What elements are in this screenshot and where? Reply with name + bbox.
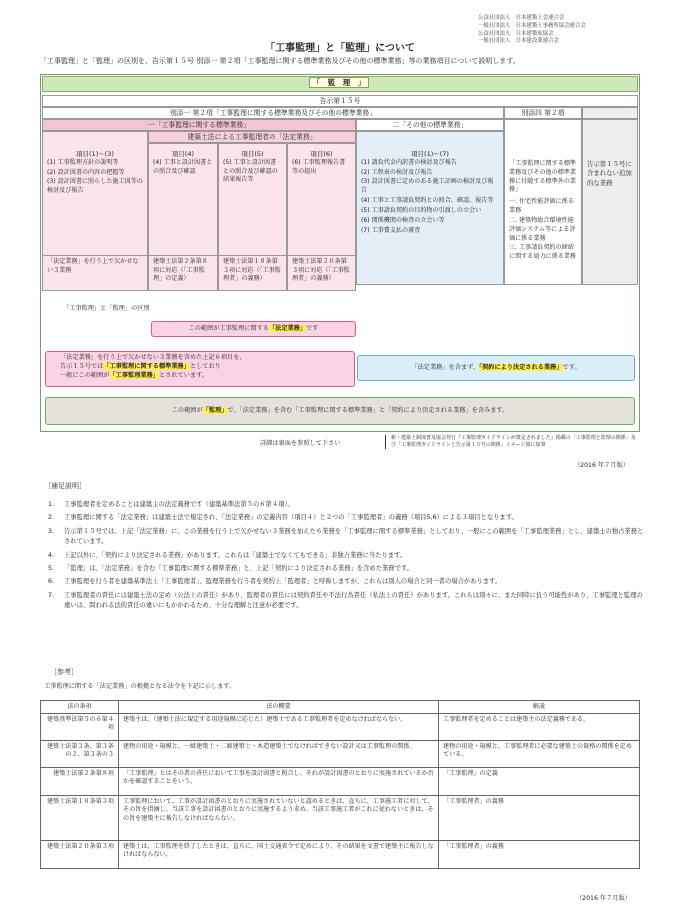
list-item: (3) 設計図書に照らした施工図等の検討及び報告 (47, 178, 143, 195)
list-item: 6. 工事監理を行う者を建築基準法上「工事監理者」、監理業務を行う者を契約上「監理者」と呼称しますが、これらは別人の場合と同一者の場合があります。 (48, 578, 502, 586)
org-line: 公益社団法人 日本建築士会連合会 (478, 15, 565, 21)
kokuji-header: 告示第１５号 (42, 95, 638, 107)
list-item: 二. 建築物総合環境性能評価システム等による評価に係る業務 (509, 216, 576, 242)
distinction-label: 「工事監理」と「監理」の区別 (63, 305, 150, 312)
detail-note: 詳細は裏面を参照して下さい (260, 440, 341, 447)
beppen1-header: 別添一 第２項「工事監理に関する標準業務及びその他の標準業務」 (42, 107, 504, 119)
kokuji-right-text: 告示第１５号に含まれない追加的な業務 (587, 160, 632, 187)
items1-7-cell (356, 131, 504, 285)
source-note: 新・建築士制度普及協会発行『工事監理ガイドラインが策定されました』掲載の「工事監理と監理の関係」及び「工事監理ガイドラインと告示第１５号の関係」イメージ図に加筆 (385, 435, 640, 449)
list-item: (1) 工事監理方針の説明等 (47, 158, 119, 166)
list-item: 2. 工事監理に関する「法定業務」は建築士法で規定され、「法定業務」の定義内容（項目４）と２つの「工事監理者」の義務（項目5,6）による３項目となります。 (48, 514, 518, 522)
arrow2-highlight: 「工事監理に関する標準業務」 (103, 362, 190, 370)
org-line: 一般社団法人 日本建設業連合会 (478, 38, 559, 45)
table-header: 法の条項 (41, 701, 119, 714)
table-row: 建築士法第２０条第３項 建築士は、工事監理を終了したときは、直ちに、国土交通省令で定めにより、その結果を文書で建築主に報告しなければならない。 「工事監理者」の義務 (41, 841, 640, 869)
item4-title: 項目(4) (171, 150, 195, 158)
arrow4-highlight: 「監理」 (202, 407, 228, 414)
arrow2b-highlight: 「工事監理業務」 (109, 371, 159, 379)
foot-items1-3: 「法定業務」を行う上で欠かせない３業務 (42, 255, 148, 291)
table-row: 建築基準法第５の６第４項 建築主は、（建築士法に規定する用途規模に応じた）建築士である工事監理者を定めなければならない。 工事監理者を定めることは建築主の法定義務である。 (41, 714, 640, 741)
intro-text: 「工事監理」と「監理」の区別を、告示第１５号 別添一 第２項「工事監理に関する標準業務及びその他の標準業務」等の業務項目について説明します。 (40, 57, 520, 65)
item6-title: 項目(6) (310, 150, 333, 158)
arrow3-post: です。 (562, 364, 581, 371)
list-item: 4. 上記以外に、「契約により決定される業務」があります。これらは「建築士でなくてもできる」非独占業務に当たります。 (48, 551, 407, 559)
kokuji-right-cell (582, 119, 638, 285)
table-row: 建築士法第１８条第３項 工事監理において、工事が設計図書のとおりに実施されていないと認めるときは、直ちに、工事施工者に対して、その旨を指摘し、当該工事を設計図書のとおりに実施するよう求め、当該工事施工者がこれに従わないときは、その旨を建築主に報告しなければならない。 「工事監理者」の義務 (41, 796, 640, 841)
kokuji-right-header (582, 107, 638, 119)
supplement-list (48, 500, 648, 614)
foot-item4: 建築士法第２条第８項に対応（「工事監理」の定義） (148, 255, 218, 291)
list-item: (6) 関係機関の検査の立会い等 (361, 216, 445, 224)
reference-title: ［参考］ (50, 668, 78, 676)
org-line: 公益社団法人 日本建築家協会 (478, 30, 554, 37)
table-header: 法の概要 (119, 701, 439, 714)
foot-item5: 建築士法第１８条第３項に対応（「工事監理者」の義務） (218, 255, 287, 291)
arrow-kanri-scope (45, 397, 635, 425)
beppen4-cell (504, 119, 582, 285)
arrow1-pre: この範囲が工事監理に関する (188, 325, 269, 332)
arrow-contract (357, 355, 635, 381)
list-item: (7) 工事費支払の審査 (361, 226, 421, 234)
items1-3-title: 項目(1)～(3) (76, 150, 114, 158)
supplement-title: ［補足説明］ (44, 482, 86, 490)
table-row: 建築士法第３条、第３条の２、第３条の３ 建物の用途・規模と、一級建築士・二級建築士・木造建築士でなければできない設計又は工事監理の関係。 建物の用途・規模と、工事監理者に必要な建築士の資格の関係を定めている。 (41, 741, 640, 768)
item5-title: 項目(5) (241, 150, 264, 158)
kanri-label: 「 監 理 」 (309, 77, 369, 88)
edition-bottom: （2016 年７月版） (576, 895, 631, 902)
arrow3-pre: 「法定業務」を含まず、 (411, 364, 479, 371)
item4-text: (4) 工事と設計図書との照合及び確認 (153, 158, 213, 175)
item5-text: (5) 工事と設計図書との照合及び確認の結果報告等 (223, 158, 278, 184)
arrow4-pre: この範囲が (171, 407, 203, 414)
foot-item6: 建築士法第２０条第３項に対応（「工事監理者」の義務） (287, 255, 356, 291)
arrow2-line1: 「法定業務」を行う上で欠かせない３業務を含めた上記６項目を、 (60, 354, 246, 361)
kenchikushi-header: 建築士法による工事監理者の「法定業務」 (148, 131, 356, 143)
page-title: 「工事監理」と「監理」について (265, 43, 415, 54)
list-item: 3. 告示第１５号では、上記「法定業務」に、この業務を行う上で欠かせない３業務を加えた６業務を「工事監理に関する標準業務」としており、一般にこの範囲を「工事監理業務」とし、建築士の独占業務とされています。 (48, 527, 644, 546)
list-item: 7. 工事監理者の責任には建築士法の定め（公法上の責任）があり、監理者の責任には契約責任や不法行為責任（私法上の責任）があります。これらは別々に、また同時に負う可能性があり、工事監理と監理の違いは、問われる法的責任の違いにもかかわるため、十分な理解と注意が必要です。 (48, 591, 643, 609)
items1-7-title: 項目(1)～(7) (411, 150, 449, 158)
list-item: (1) 請負代金内訳書の検討及び報告 (361, 158, 457, 166)
arrow-kouji-kanri (45, 351, 355, 387)
item6-text: (6) 工事監理報告書等の提出 (292, 158, 346, 175)
org-line: 一般社団法人 日本建築士事務所協会連合会 (478, 22, 586, 29)
col2-header: 二「その他の標準業務」 (356, 119, 504, 131)
reference-intro: 工事監理に関する「法定業務」の根拠となる法令を下記に示します。 (44, 683, 236, 690)
col1-header: 一「工事監理に関する標準業務」 (42, 119, 356, 131)
arrow2b-post: とされています。 (159, 371, 209, 379)
reference-table (40, 700, 640, 869)
beppen4-header: 別添四 第２項 (504, 107, 582, 119)
edition-top: （2016 年７月版） (574, 462, 629, 469)
table-header: 解説 (439, 701, 640, 714)
arrow2-post: としており (189, 362, 221, 370)
arrow1-highlight: 「法定業務」 (268, 325, 307, 332)
list-item: 三. 工事請負契約の締結に関する協力に係る業務 (509, 244, 577, 261)
list-item: (4) 工事と工事請負契約との照合、確認、報告等 (361, 197, 494, 205)
beppen4-text: 「工事監理に関する標準業務及びその他の標準業務に付随する標準外の業務」 (509, 160, 577, 194)
list-item: 5. 「監理」は、「法定業務」を含む「工事監理に関する標準業務」と、上記「契約により決定される業務」を含めた業務です。 (48, 564, 413, 572)
table-row: 建築士法第２条第８項 「工事監理」とはその者の責任において工事を設計図書と照合し、それが設計図書のとおりに実施されているか否かを確認することをいう。 「工事監理」の定義 (41, 768, 640, 796)
arrow1-post: です (306, 325, 319, 332)
arrow-legal-duty (151, 321, 356, 337)
list-item: (2) 工程表の検討及び報告 (361, 168, 433, 176)
list-item: 1. 工事監理者を定めることは建築主の法定義務です（建築基準法第５の６第４項）。 (48, 501, 294, 508)
arrow2-pre: 告示１５号では (60, 362, 104, 370)
list-item: (2) 設計図書の内容の把握等 (47, 168, 125, 176)
arrow3-highlight: 「契約により決定される業務」 (478, 364, 563, 371)
list-item: 一. 住宅性能評価に係る業務 (509, 198, 574, 215)
list-item: (3) 設計図書に定めのある施工計画の検討及び報告 (361, 178, 494, 195)
kanri-diagram (40, 74, 640, 432)
arrow2b-pre: 一般にこの範囲が (60, 371, 110, 379)
list-item: (5) 工事請負契約の目的物の引渡しの立会い (361, 206, 482, 214)
arrow4-post: で、「法定業務」を含む「工事監理に関する標準業務」と「契約により決定される業務」を含みます。 (227, 407, 509, 414)
